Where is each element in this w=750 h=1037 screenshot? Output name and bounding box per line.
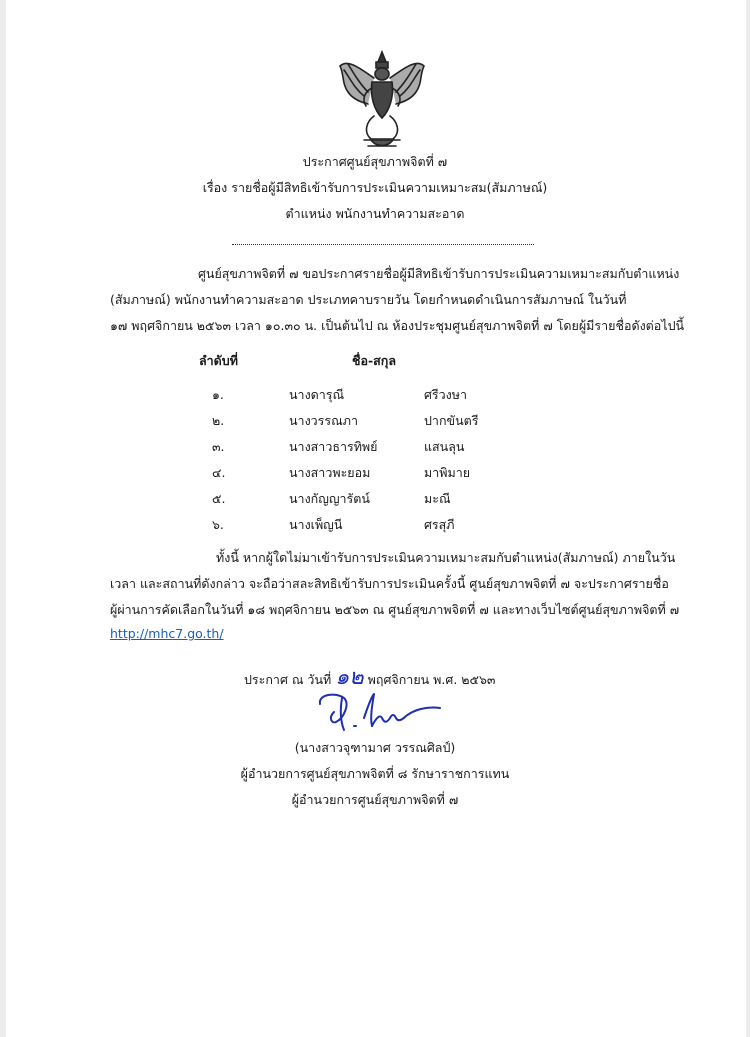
row-first-name: นางดารุณี — [289, 387, 345, 402]
row-number: ๓. — [212, 439, 225, 454]
row-last-name: ศรีวงษา — [424, 387, 468, 402]
row-last-name: แสนลุน — [424, 439, 465, 454]
closing-line-2: เวลา และสถานที่ดังกล่าว จะถือว่าสละสิทธิเข้ารับการประเมินครั้งนี้ ศูนย์สุขภาพจิตที่ ๗ จะประกาศรายชื่อ — [110, 576, 669, 591]
handwritten-signature-icon — [314, 688, 444, 736]
signer-position-2: ผู้อำนวยการศูนย์สุขภาพจิตที่ ๗ — [291, 792, 459, 807]
row-first-name: นางวรรณภา — [289, 413, 358, 428]
handwritten-day: ๑๒ — [335, 665, 364, 690]
row-first-name: นางสาวธารทิพย์ — [289, 439, 378, 454]
row-last-name: มะณี — [424, 491, 451, 506]
row-number: ๖. — [212, 517, 224, 532]
announce-prefix: ประกาศ ณ วันที่ — [244, 672, 332, 687]
intro-line-2: (สัมภาษณ์) พนักงานทำความสะอาด ประเภทคาบรายวัน โดยกำหนดดำเนินการสัมภาษณ์ ในวันที่ — [110, 292, 627, 307]
row-number: ๕. — [212, 491, 226, 506]
closing-line-1: ทั้งนี้ หากผู้ใดไม่มาเข้ารับการประเมินความเหมาะสมกับตำแหน่ง(สัมภาษณ์) ภายในวัน — [216, 550, 676, 565]
position-line: ตำแหน่ง พนักงานทำความสะอาด — [285, 206, 465, 221]
intro-line-1: ศูนย์สุขภาพจิตที่ ๗ ขอประกาศรายชื่อผู้มีสิทธิเข้ารับการประเมินความเหมาะสมกับตำแหน่ง — [198, 266, 680, 281]
dotted-divider — [232, 236, 534, 245]
garuda-emblem-icon — [334, 48, 430, 152]
column-header-name: ชื่อ-สกุล — [352, 353, 397, 368]
row-last-name: มาพิมาย — [424, 465, 471, 480]
row-number: ๑. — [212, 387, 224, 402]
signer-name: (นางสาวจุฑามาศ วรรณศิลป์) — [294, 740, 456, 755]
website-link[interactable]: http://mhc7.go.th/ — [110, 626, 224, 641]
row-first-name: นางเพ็ญนี — [289, 517, 343, 532]
subject-line: เรื่อง รายชื่อผู้มีสิทธิเข้ารับการประเมินความเหมาะสม(สัมภาษณ์) — [202, 180, 548, 195]
row-last-name: ปากขันตรี — [424, 413, 479, 428]
row-first-name: นางสาวพะยอม — [289, 465, 371, 480]
announcement-title: ประกาศศูนย์สุขภาพจิตที่ ๗ — [302, 154, 448, 169]
intro-line-3: ๑๗ พฤศจิกายน ๒๕๖๓ เวลา ๑๐.๓๐ น. เป็นต้นไป ณ ห้องประชุมศูนย์สุขภาพจิตที่ ๗ โดยผู้มีรายชื่อดังต่อไปนี้ — [110, 318, 685, 333]
row-number: ๒. — [212, 413, 225, 428]
row-first-name: นางกัญญารัตน์ — [289, 491, 370, 506]
closing-line-3: ผู้ผ่านการคัดเลือกในวันที่ ๑๘ พฤศจิกายน ๒๕๖๓ ณ ศูนย์สุขภาพจิตที่ ๗ และทางเว็บไซต์ศูนย์สุขภาพจิตที่ ๗ — [110, 602, 680, 617]
column-header-order: ลำดับที่ — [199, 353, 238, 368]
signer-position-1: ผู้อำนวยการศูนย์สุขภาพจิตที่ ๘ รักษาราชการแทน — [240, 766, 510, 781]
row-number: ๔. — [212, 465, 226, 480]
announce-suffix: พฤศจิกายน พ.ศ. ๒๕๖๓ — [367, 672, 496, 687]
row-last-name: ศรสุภี — [424, 517, 455, 532]
